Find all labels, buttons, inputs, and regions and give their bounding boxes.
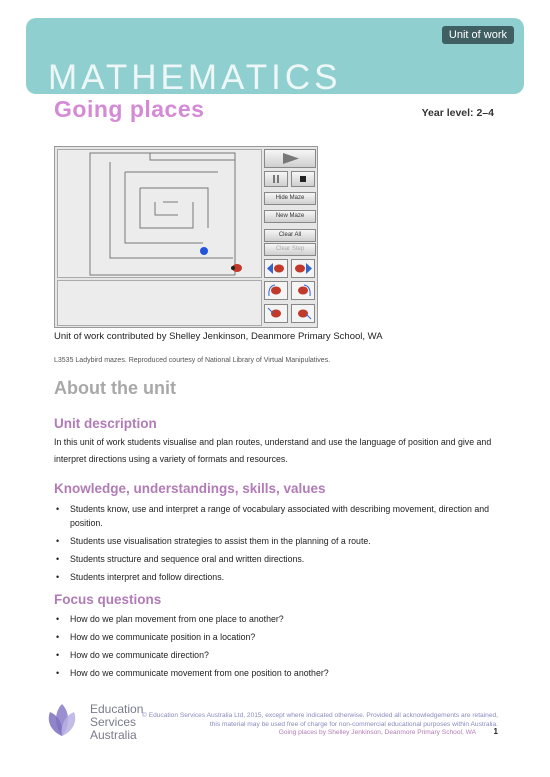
contributor-caption: Unit of work contributed by Shelley Jenkinson, Deanmore Primary School, WA [54, 331, 383, 342]
list-item: • How do we communicate position in a location? [54, 630, 502, 644]
maze-canvas [57, 149, 262, 278]
about-heading: About the unit [54, 378, 176, 398]
ladybird-turn-right-icon [292, 282, 314, 299]
stop-icon [292, 172, 314, 186]
ladybird-maze-applet [54, 146, 318, 328]
unit-description-text: In this unit of work students visualise and plan routes, understand and use the language of position and give and interpret directions using a variety of formats and resources. [54, 437, 492, 464]
page-title: Going places [54, 96, 205, 122]
ladybird-turn-left-icon [265, 282, 287, 299]
stop-button[interactable] [291, 171, 315, 187]
step-forward-button[interactable] [291, 304, 315, 323]
list-item: • How do we communicate movement from one position to another? [54, 666, 502, 680]
hide-maze-button[interactable]: Hide Maze [264, 192, 316, 205]
knowledge-list [54, 502, 502, 588]
turn-right-button[interactable] [291, 281, 315, 300]
clear-all-button[interactable]: Clear All [264, 229, 316, 242]
footer-document-line: Going places by Shelley Jenkinson, Deanmore Primary School, WA [278, 729, 476, 736]
maze-lines [58, 150, 263, 279]
list-item: • Students structure and sequence oral and written directions. [54, 552, 502, 566]
page-number: 1 [493, 727, 498, 736]
list-item: • How do we plan movement from one place to another? [54, 612, 502, 626]
pause-icon [265, 172, 287, 186]
list-item: • Students know, use and interpret a range of vocabulary associated with describing movement, direction and position. [54, 502, 502, 530]
ladybird-left-icon [265, 260, 287, 277]
ladybird-forward-icon [292, 305, 314, 322]
esa-logo-icon [42, 700, 82, 740]
step-back-button[interactable] [264, 304, 288, 323]
list-item: • Students use visualisation strategies to assist them in the planning of a route. [54, 534, 502, 548]
unit-description-heading: Unit description [54, 416, 157, 431]
pause-button[interactable] [264, 171, 288, 187]
list-item: • How do we communicate direction? [54, 648, 502, 662]
new-maze-button[interactable]: New Maze [264, 210, 316, 223]
control-panel [264, 149, 316, 327]
unit-of-work-badge: Unit of work [442, 26, 514, 44]
list-item: • Students interpret and follow directions. [54, 570, 502, 584]
move-right-button[interactable] [291, 259, 315, 278]
copyright-notice: © Education Services Australia Ltd, 2015, except where indicated otherwise. Provided all acknowledgements are retained, this material may be used free of charge for non-commercial educational purposes within Australia. [142, 712, 498, 728]
knowledge-heading: Knowledge, understandings, skills, values [54, 481, 326, 496]
ladybird-back-icon [265, 305, 287, 322]
move-left-button[interactable] [264, 259, 288, 278]
image-credit: L3535 Ladybird mazes. Reproduced courtesy of National Library of Virtual Manipulatives. [54, 357, 331, 364]
ladybird-right-icon [292, 260, 314, 277]
ladybird-icon [231, 264, 242, 272]
clear-step-button[interactable]: Clear Step [264, 243, 316, 256]
play-button[interactable] [264, 149, 316, 168]
instruction-area [57, 280, 262, 326]
esa-logo-text: Education Services Australia [90, 702, 144, 742]
turn-left-button[interactable] [264, 281, 288, 300]
subject-wordmark: MATHEMATICS [48, 58, 342, 97]
focus-questions-heading: Focus questions [54, 592, 162, 607]
play-icon [265, 150, 315, 167]
focus-questions-list [54, 612, 502, 684]
year-level: Year level: 2–4 [421, 107, 494, 119]
